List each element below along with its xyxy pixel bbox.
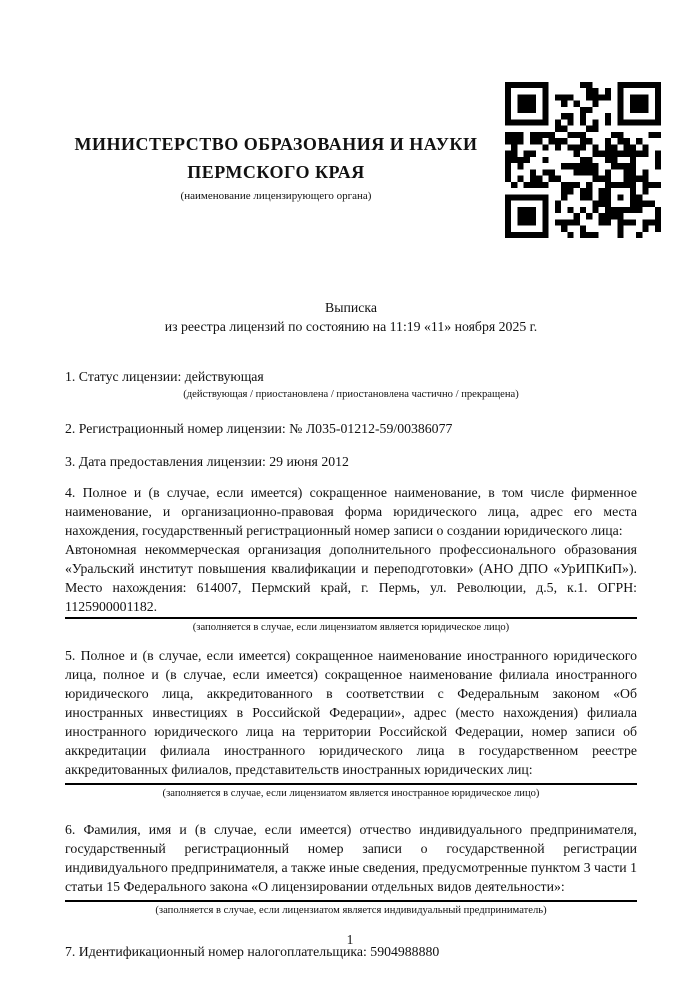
title-line2: из реестра лицензий по состоянию на 11:19 «11» ноября 2025 г.	[164, 319, 538, 334]
license-status: 1. Статус лицензии: действующая	[65, 369, 264, 384]
ministry-name-line1: МИНИСТЕРСТВО ОБРАЗОВАНИЯ И НАУКИ	[74, 134, 478, 154]
item5-caption: (заполняется в случае, если лицензиатом является иностранное юридическое лицо)	[162, 788, 540, 799]
document-title	[65, 298, 637, 336]
fill-line-item4	[65, 617, 637, 619]
item4-label: 4. Полное и (в случае, если имеется) сокращенное наименование, в том числе фирменное наименование, и организационно-правовая форма юридического лица, адрес его места нахождения, государственный регистрационный номер записи о создании юридического лица:	[65, 485, 637, 538]
license-registration-number: 2. Регистрационный номер лицензии: № Л035-01212-59/00386077	[65, 421, 453, 436]
item5-label: 5. Полное и (в случае, если имеется) сокращенное наименование иностранного юридического лица, полное и (в случае, если имеется) сокращенное наименование филиала иностранного юридического лица, аккредитованного в соответствии с Федеральным законом «Об иностранных инвестициях в Российской Федерации», адрес (место нахождения) филиала иностранного юридического лица на территории Российской Федерации, номер записи об аккредитации филиала иностранного юридического лица в государственном реестре аккредитованных филиалов, представительств иностранных юридических лиц:	[65, 648, 637, 777]
fill-line-item6	[65, 900, 637, 902]
item4-value: Автономная некоммерческая организация дополнительного профессионального образования «Уральский институт повышения квалификации и переподготовки» (АНО ДПО «УрИПКиП»). Место нахождения: 614007, Пермский край, г. Пермь, ул. Революции, д.5, к.1. ОГРН: 1125900001182.	[65, 542, 637, 614]
item4-caption: (заполняется в случае, если лицензиатом является юридическое лицо)	[192, 622, 510, 633]
license-status-caption: (действующая / приостановлена / приостановлена частично / прекращена)	[183, 389, 519, 400]
ministry-caption: (наименование лицензирующего органа)	[180, 190, 372, 202]
item6-caption: (заполняется в случае, если лицензиатом является индивидуальный предприниматель)	[155, 905, 547, 916]
title-line1: Выписка	[325, 300, 377, 315]
ministry-header	[64, 130, 488, 203]
taxpayer-id: 7. Идентификационный номер налогоплательщика: 5904988880	[65, 944, 440, 959]
qr-code-icon	[505, 82, 661, 238]
document-body	[65, 298, 637, 961]
page-number: 1	[346, 932, 354, 947]
ministry-name-line2: ПЕРМСКОГО КРАЯ	[187, 162, 365, 182]
item6-label: 6. Фамилия, имя и (в случае, если имеется) отчество индивидуального предпринимателя, государственный регистрационный номер записи о государственной регистрации индивидуального предпринимателя, а также иные сведения, предусмотренные пунктом 3 части 1 статьи 15 Федерального закона «О лицензировании отдельных видов деятельности»:	[65, 822, 638, 894]
fill-line-item5	[65, 783, 637, 785]
license-grant-date: 3. Дата предоставления лицензии: 29 июня 2012	[65, 454, 349, 469]
